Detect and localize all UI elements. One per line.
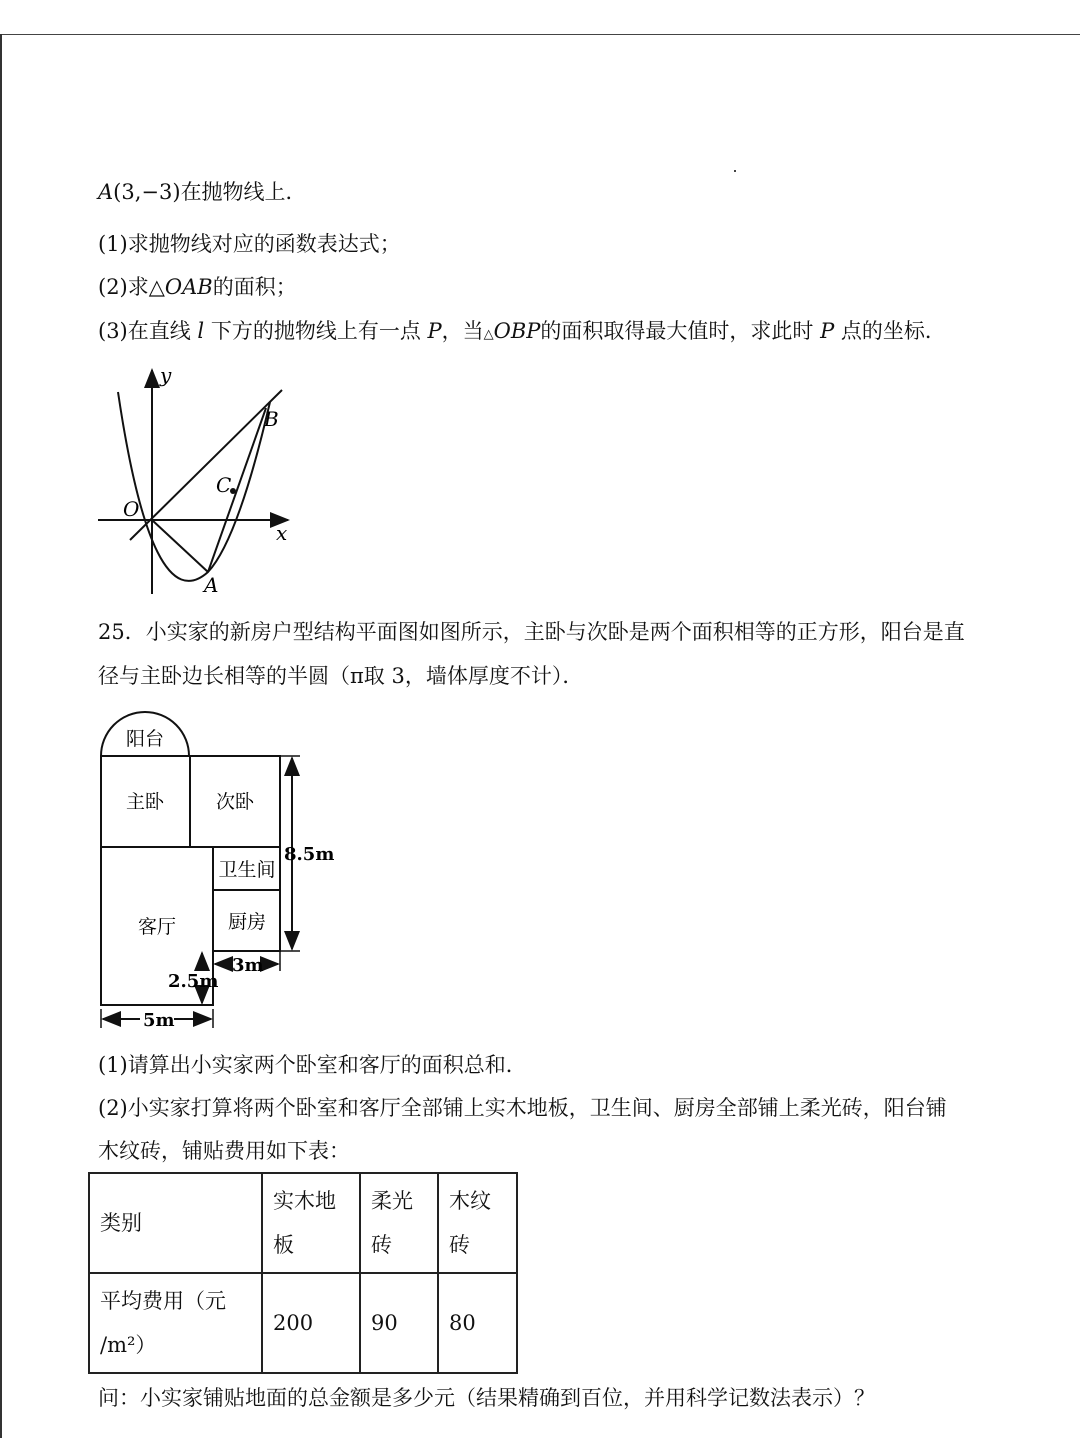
p24-q3-part-a: (3)在直线 [98,319,198,343]
bathroom-label: 卫生间 [218,859,276,881]
p24-q3-triangle-symbol: △ [483,327,494,342]
p25-question-2-line-2: 木纹砖，铺贴费用如下表： [98,1139,350,1163]
balcony-label: 阳台 [125,728,165,750]
p24-q2-prefix: (2)求△ [98,275,165,299]
segment-oa [152,520,208,572]
p24-q3-line-l: l [197,319,205,343]
p25-line-2: 径与主卧边长相等的半圆（π取 3，墙体厚度不计）． [98,664,584,688]
p25-line-1: 25．小实家的新房户型结构平面图如图所示，主卧与次卧是两个面积相等的正方形，阳台是直 [98,620,965,644]
row-label-line-1: 平均费用（元 [100,1289,226,1313]
label-x: x [276,521,288,545]
p24-q3-point-p: P [427,319,442,343]
p24-q2-suffix: 的面积； [212,275,297,299]
cost-table [88,1172,518,1374]
parabola-graph [90,362,300,598]
header-soft-tile-cell [360,1173,438,1273]
header-wood-floor-line-2: 板 [273,1233,294,1257]
p24-q3-part-c: ，当 [441,319,484,343]
p25-final-question: 问：小实家铺贴地面的总金额是多少元（结果精确到百位，并用科学记数法表示）？ [98,1386,875,1410]
header-wood-floor-cell [262,1173,360,1273]
p24-q3-triangle-obp: OBP [493,319,541,343]
p24-q2-triangle: OAB [164,275,213,299]
p24-q3-part-e: 点的坐标． [834,319,946,343]
header-wood-floor-line-1: 实木地 [273,1189,336,1213]
p24-q3-point-p2: P [820,319,835,343]
stray-dot [734,170,736,172]
header-wood-grain-tile-line-2: 砖 [449,1233,470,1257]
label-y: y [160,363,172,387]
label-o: O [123,497,140,521]
p25-question-1: (1)请算出小实家两个卧室和客厅的面积总和． [98,1053,527,1077]
cost-wood-floor: 200 [262,1273,360,1373]
dim-3m-label: 3m [232,955,264,976]
p24-question-3 [98,317,946,349]
cost-wood-grain-tile: 80 [438,1273,517,1373]
row-label-cell [89,1273,262,1373]
header-wood-grain-tile-cell [438,1173,517,1273]
label-a: A [204,573,219,597]
kitchen-label: 厨房 [227,911,267,933]
living-room-label: 客厅 [137,916,177,938]
table-cost-row [89,1273,517,1373]
page-top-border [0,34,1080,35]
header-soft-tile-line-2: 砖 [371,1233,392,1257]
p24-intro [98,178,307,206]
dim-5m-label: 5m [143,1010,175,1031]
header-soft-tile-line-1: 柔光 [371,1189,413,1213]
label-b: B [264,407,279,431]
p25-question-2-line-1: (2)小实家打算将两个卧室和客厅全部铺上实木地板，卫生间、厨房全部铺上柔光砖，阳台铺 [98,1096,947,1120]
table-header-row [89,1173,517,1273]
p24-point-a-coords: (3,−3) [113,180,181,204]
page-left-border [0,34,2,1438]
dim-25-label: 2.5m [168,971,219,992]
floor-plan [90,708,340,1038]
label-c: C [216,473,232,497]
p24-question-2 [98,273,297,301]
p24-q3-part-b: 下方的抛物线上有一点 [204,319,428,343]
p24-intro-text: 在抛物线上． [180,180,307,204]
header-category-cell [89,1173,262,1273]
p24-question-1: (1)求抛物线对应的函数表达式； [98,232,401,256]
p24-q3-part-d: 的面积取得最大值时，求此时 [540,319,821,343]
second-bedroom-label: 次卧 [215,791,255,813]
cost-soft-tile: 90 [360,1273,438,1373]
parabola-curve [118,392,270,581]
row-label-line-2: /m²） [100,1333,157,1357]
header-wood-grain-tile-line-1: 木纹 [449,1189,491,1213]
dim-85-label: 8.5m [284,844,335,865]
header-category-text: 类别 [100,1211,142,1235]
master-bedroom-label: 主卧 [125,791,165,813]
p24-point-a: A [98,180,114,204]
